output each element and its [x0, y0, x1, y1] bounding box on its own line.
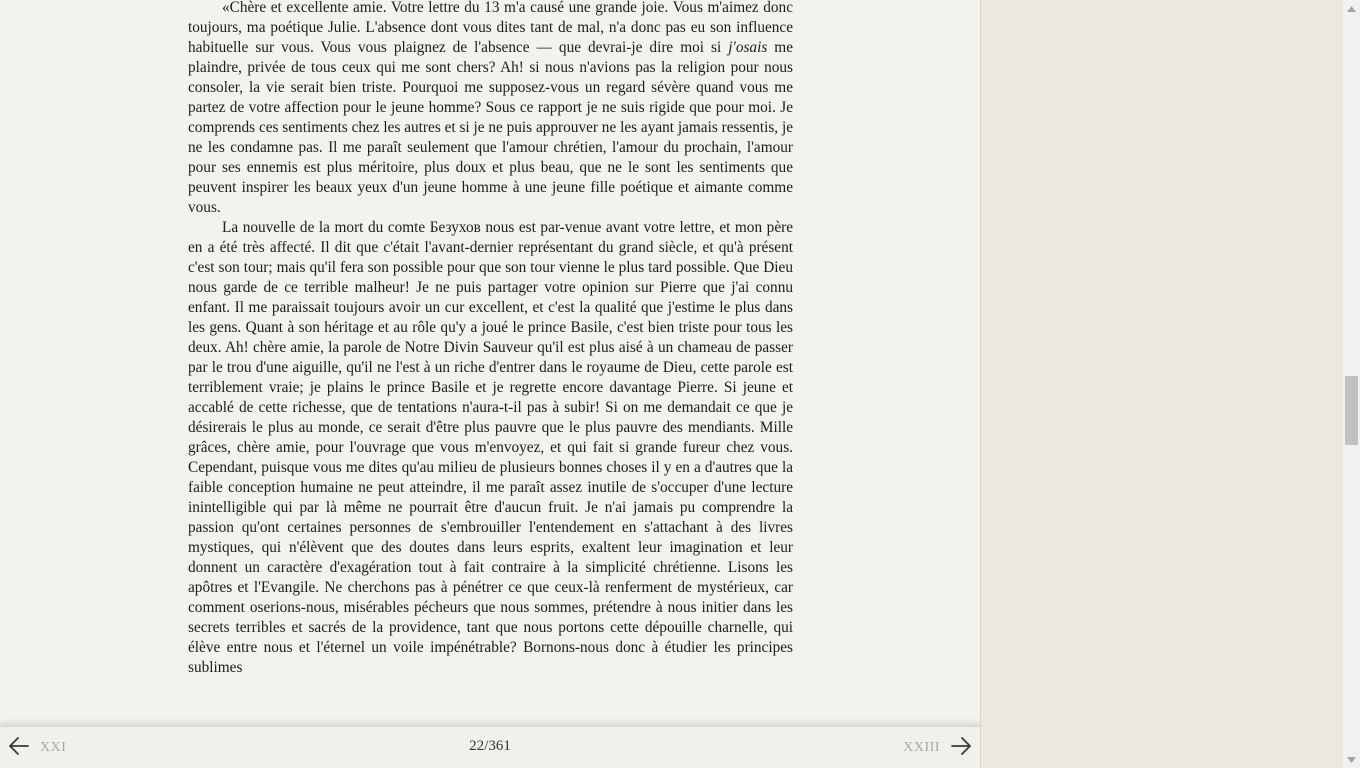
chapter-text: [188, 0, 793, 726]
scroll-down-icon[interactable]: [1343, 751, 1360, 768]
vertical-scrollbar[interactable]: [1343, 0, 1360, 768]
navigation-bar: [0, 726, 980, 768]
page-counter: 22/361: [469, 738, 511, 754]
paragraph-1-part-1: «Chère et excellente amie. Votre lettre du 13 m'a causé une grande joie. Vous m'aimez donc toujours, ma poétique Julie. L'absence dont vous dites tant de mal, n'a donc pas eu son influence habituelle sur vous. Vous vous plaignez de l'absence — que devrai-je dire moi si: [188, 0, 793, 56]
paragraph-1-part-2: me plaindre, privée de tous ceux qui me sont chers? Ah! si nous n'avions pas la religion pour nous consoler, la vie serait bien triste. Pourquoi me supposez-vous un regard sévère quand vous me partez de votre affection pour le jeune homme? Sous ce rapport je ne suis rigide que pour moi. Je comprends ces sentiments chez les autres et si je ne puis approuver ne les ayant jamais ressentis, je ne les condamne pas. Il me paraît seulement que l'amour chrétien, l'amour du prochain, l'amour pour ses ennemis est plus méritoire, plus doux et plus beau, que ne le sont les sentiments que peuvent inspirer les beaux yeux d'un jeune homme à une jeune fille poétique et aimante comme vous.: [188, 39, 793, 216]
paragraph-1-italic: j'osais: [728, 39, 768, 56]
scroll-up-icon[interactable]: [1343, 0, 1360, 17]
scrollbar-thumb[interactable]: [1345, 376, 1358, 445]
prev-chapter-label: XXI: [40, 740, 67, 755]
arrow-right-icon: [950, 735, 972, 762]
side-margin: [981, 0, 1343, 768]
next-chapter-button[interactable]: [903, 736, 972, 760]
next-chapter-label: XXIII: [903, 740, 940, 755]
paragraph-1: [188, 0, 793, 218]
paragraph-2: La nouvelle de la mort du comte Безухов nous est par-venue avant votre lettre, et mon père en a été très affecté. Il dit que c'était l'avant-dernier représentant du grand siècle, et qu'à présent c'est son tour; mais qu'il fera son possible pour que son tour vienne le plus tard possible. Que Dieu nous garde de ce terrible malheur! Je ne puis partager votre opinion sur Pierre que j'ai connu enfant. Il me paraissait toujours avoir un cur excellent, et c'est la qualité que j'estime le plus dans les gens. Quant à son héritage et au rôle qu'y a joué le prince Basile, c'est bien triste pour tous les deux. Ah! chère amie, la parole de Notre Divin Sauveur qu'il est plus aisé à un chameau de passer par le trou d'une aiguille, qu'il ne l'est à un riche d'entrer dans le royaume de Dieu, cette parole est terriblement vraie; je plains le prince Basile et je regrette encore davantage Pierre. Si jeune et accablé de cette richesse, que de tentations n'aura-t-il pas à subir! Si on me demandait ce que je désirerais le plus au monde, ce serait d'être plus pauvre que le plus pauvre des mendiants. Mille grâces, chère amie, pour l'ouvrage que vous m'envoyez, et qui fait si grande fureur chez vous. Cependant, puisque vous me dites qu'au milieu de plusieurs bonnes choses il y en a d'autres que la faible conception humaine ne peut atteindre, il me paraît assez inutile de s'occuper d'une lecture inintelligible qui par là même ne pourrait être d'aucun fruit. Je n'ai jamais pu comprendre la passion qu'ont certaines personnes de s'embrouiller l'entendement en s'attachant à des livres mystiques, qui n'élèvent que des doutes dans leurs esprits, exaltent leur imagination et leur donnent un caractère d'exagération tout à fait contraire à la simplicité chrétienne. Lisons les apôtres et l'Evangile. Ne cherchons pas à pénétrer ce que ceux-là renferment de mystérieux, car comment oserions-nous, misérables pécheurs que nous sommes, prétendre à nous initier dans les secrets terribles et sacrés de la providence, tant que nous portons cette dépouille charnelle, qui élève entre nous et l'éternel un voile impénétrable? Bornons-nous donc à étudier les principes sublimes: [188, 219, 793, 676]
